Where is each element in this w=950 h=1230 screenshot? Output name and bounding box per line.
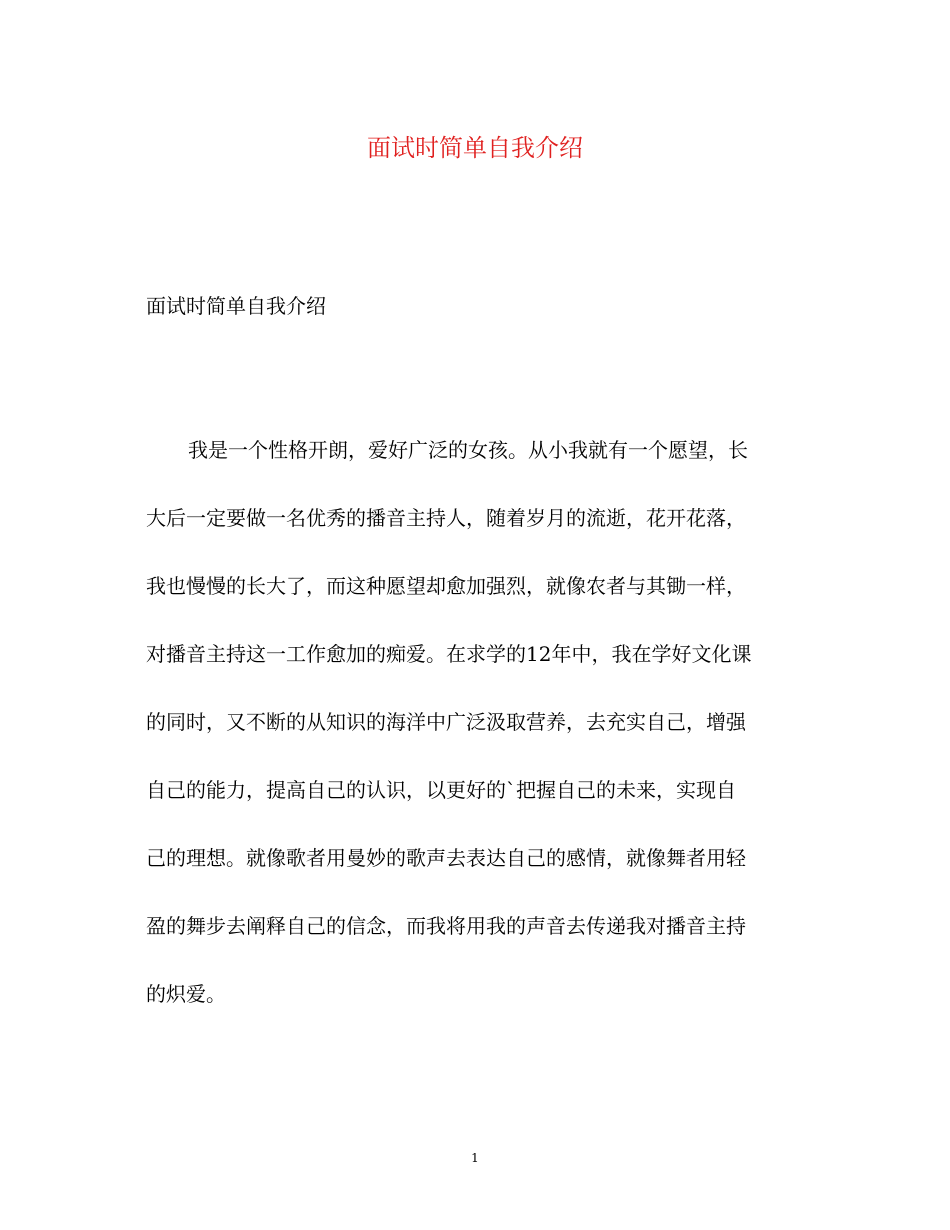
paragraph-line: 我也慢慢的长大了，而这种愿望却愈加强烈，就像农者与其锄一样，	[146, 574, 746, 598]
paragraph-line: 己的理想。就像歌者用曼妙的歌声去表达自己的感情，就像舞者用轻	[146, 846, 746, 870]
paragraph-line: 的同时，又不断的从知识的海洋中广泛汲取营养，去充实自己，增强	[146, 710, 746, 734]
paragraph-line: 我是一个性格开朗，爱好广泛的女孩。从小我就有一个愿望，长	[188, 438, 748, 462]
document-title: 面试时简单自我介绍	[367, 134, 583, 162]
paragraph-line: 自己的能力，提高自己的认识，以更好的`把握自己的未来，实现自	[146, 778, 736, 802]
page-number: 1	[471, 1151, 479, 1165]
body-paragraph	[146, 430, 826, 1042]
paragraph-line: 盈的舞步去阐释自己的信念，而我将用我的声音去传递我对播音主持	[146, 914, 746, 938]
paragraph-line: 对播音主持这一工作愈加的痴爱。在求学的12年中，我在学好文化课	[146, 642, 752, 666]
paragraph-line: 大后一定要做一名优秀的播音主持人，随着岁月的流逝，花开花落，	[146, 506, 746, 530]
document-subtitle: 面试时简单自我介绍	[146, 294, 326, 318]
paragraph-line: 的炽爱。	[146, 982, 226, 1006]
